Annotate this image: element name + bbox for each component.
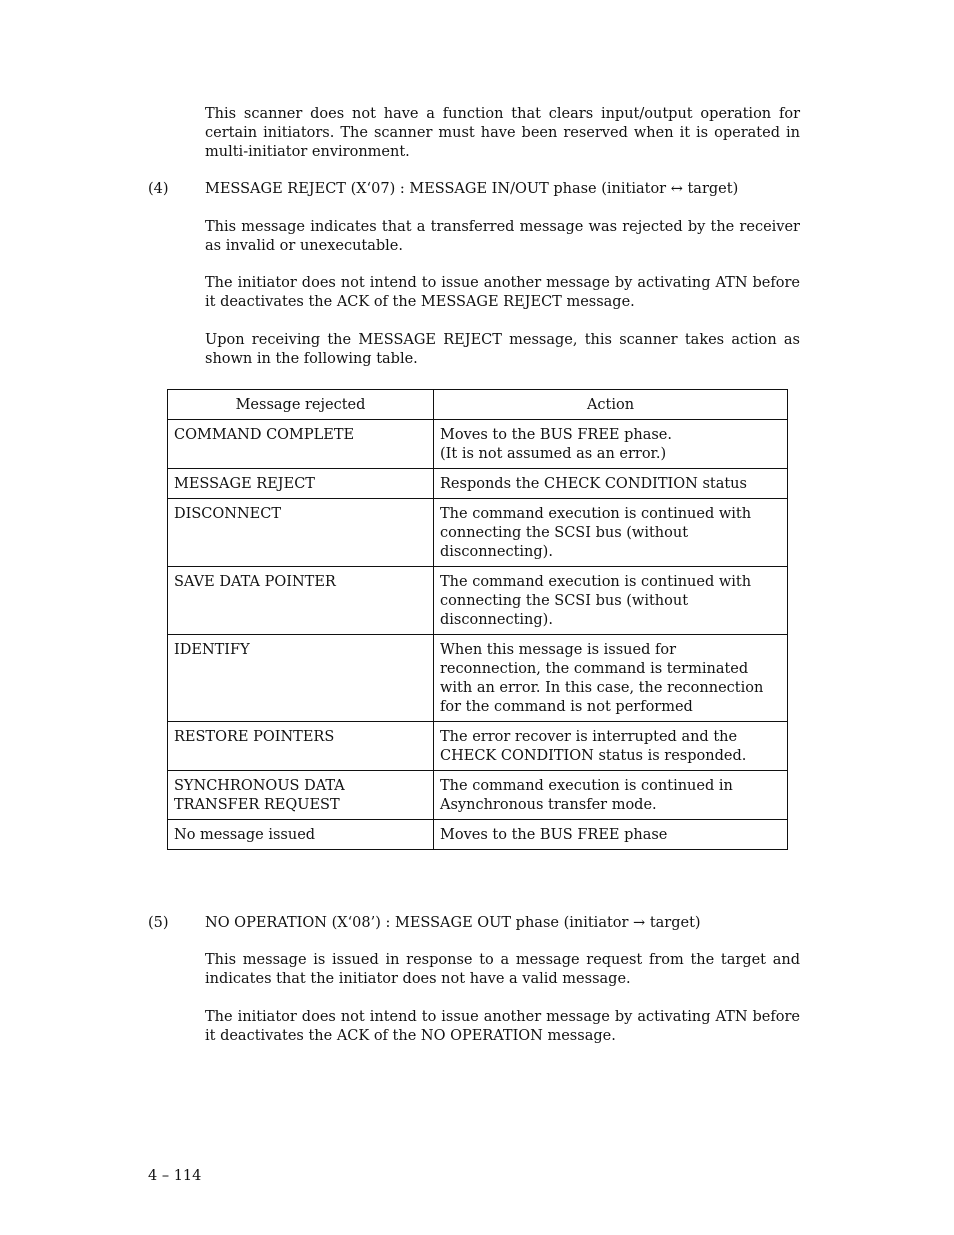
table-row (168, 820, 788, 850)
column-header-action: Action (434, 390, 788, 420)
column-header-message: Message rejected (168, 390, 434, 420)
section-number: (4) (148, 181, 169, 197)
message-reject-table (167, 389, 788, 850)
section-title: NO OPERATION (X‘08’) : MESSAGE OUT phase (initiator → target) (205, 915, 701, 931)
section-5-paragraph: The initiator does not intend to issue another message by activating ATN before it deactivates the ACK of the NO OPERATION message. (205, 1009, 800, 1044)
action-cell: The command execution is continued with connecting the SCSI bus (without disconnecting). (434, 499, 788, 567)
table-row (168, 722, 788, 771)
table-row (168, 771, 788, 820)
section-number: (5) (148, 915, 169, 931)
table-row (168, 635, 788, 722)
table-row (168, 567, 788, 635)
action-cell: Responds the CHECK CONDITION status (434, 469, 788, 499)
table-header-row (168, 390, 788, 420)
section-4-paragraph: This message indicates that a transferred message was rejected by the receiver as invalid or unexecutable. (205, 219, 800, 254)
page-number: 4 – 114 (148, 1168, 202, 1184)
table-row (168, 499, 788, 567)
message-rejected-cell: SAVE DATA POINTER (168, 567, 434, 635)
message-rejected-cell: DISCONNECT (168, 499, 434, 567)
action-cell: The error recover is interrupted and the CHECK CONDITION status is responded. (434, 722, 788, 771)
action-cell: When this message is issued for reconnection, the command is terminated with an error. In this case, the reconnection for the command is not performed (434, 635, 788, 722)
table-row (168, 469, 788, 499)
section-4-paragraph: The initiator does not intend to issue another message by activating ATN before it deactivates the ACK of the MESSAGE REJECT message. (205, 275, 800, 310)
action-cell: The command execution is continued with connecting the SCSI bus (without disconnecting). (434, 567, 788, 635)
action-cell: Moves to the BUS FREE phase. (It is not assumed as an error.) (434, 420, 788, 469)
section-4-paragraph: Upon receiving the MESSAGE REJECT message, this scanner takes action as shown in the following table. (205, 332, 800, 367)
message-rejected-cell: COMMAND COMPLETE (168, 420, 434, 469)
action-cell: Moves to the BUS FREE phase (434, 820, 788, 850)
intro-paragraph: This scanner does not have a function that clears input/output operation for certain initiators. The scanner must have been reserved when it is operated in multi-initiator environment. (205, 106, 800, 160)
message-rejected-cell: RESTORE POINTERS (168, 722, 434, 771)
section-5-paragraph: This message is issued in response to a message request from the target and indicates that the initiator does not have a valid message. (205, 952, 800, 987)
message-rejected-cell: SYNCHRONOUS DATA TRANSFER REQUEST (168, 771, 434, 820)
message-rejected-cell: MESSAGE REJECT (168, 469, 434, 499)
action-cell: The command execution is continued in Asynchronous transfer mode. (434, 771, 788, 820)
table-row (168, 420, 788, 469)
section-title: MESSAGE REJECT (X‘07) : MESSAGE IN/OUT phase (initiator ↔ target) (205, 181, 739, 197)
message-rejected-cell: IDENTIFY (168, 635, 434, 722)
message-rejected-cell: No message issued (168, 820, 434, 850)
